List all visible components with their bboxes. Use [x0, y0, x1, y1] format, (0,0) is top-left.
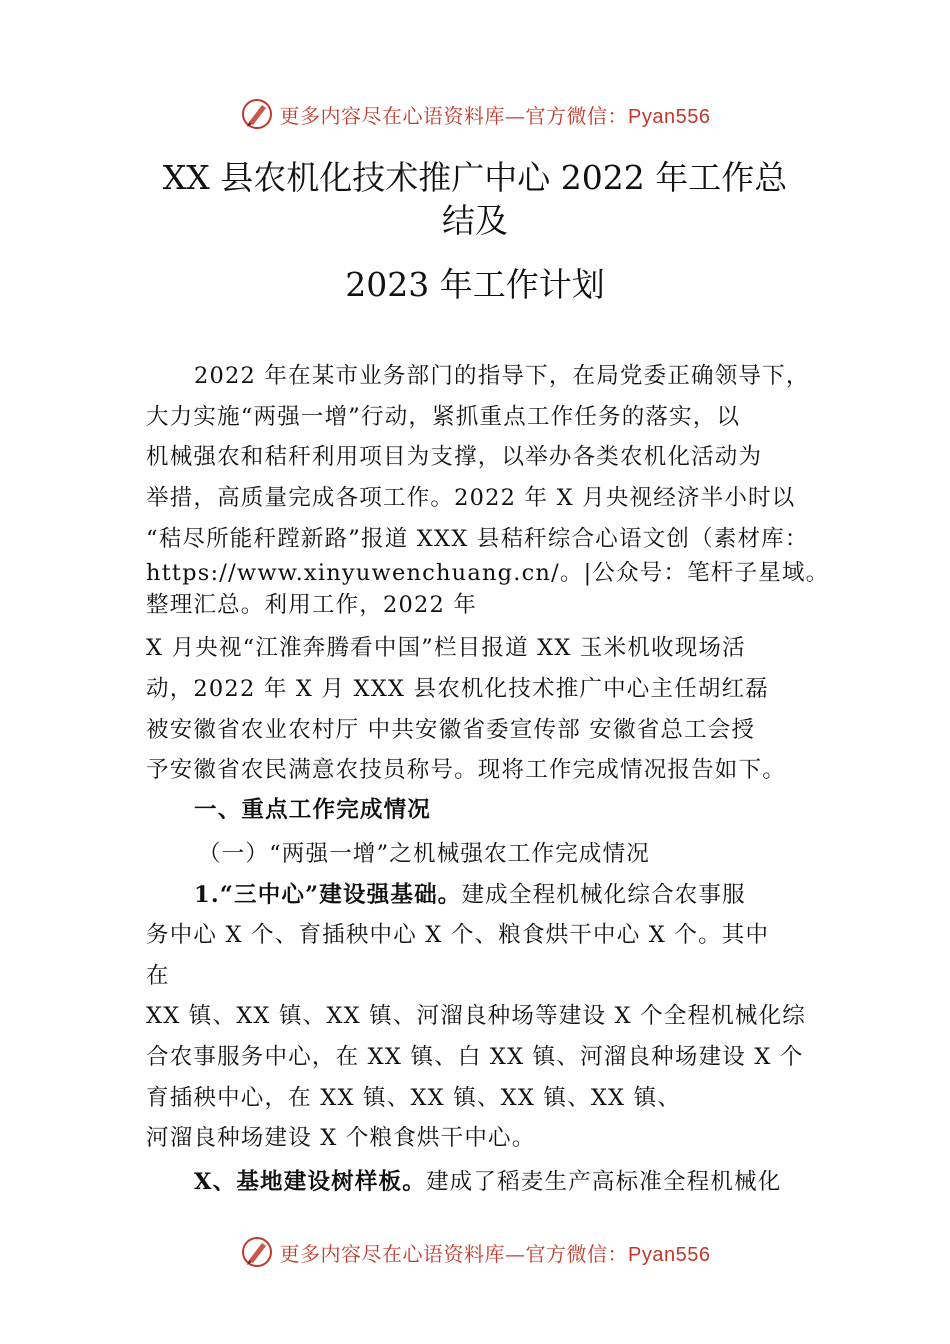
paragraph-line: 2022 年在某市业务部门的指导下，在局党委正确领导下，: [194, 363, 810, 389]
paragraph-line: 大力实施“两强一增”行动，紧抓重点工作任务的落实，以: [146, 404, 741, 430]
item-1-line: 在: [146, 963, 170, 989]
watermark-banner-top: [0, 94, 950, 134]
item-1-line: 务中心 X 个、育插秧中心 X 个、粮食烘干中心 X 个。其中: [146, 922, 770, 948]
paragraph-line: 整理汇总。利用工作，2022 年: [146, 592, 478, 618]
item-1-line: 1.“三中心”建设强基础。建成全程机械化综合农事服: [194, 882, 746, 908]
paragraph-line: 机械强农和秸秆利用项目为支撑，以举办各类农机化活动为: [146, 444, 763, 470]
paragraph-line: 被安徽省农业农村厅 中共安徽省委宣传部 安徽省总工会授: [146, 717, 756, 743]
pen-logo-icon: [240, 97, 274, 131]
document-title-line-1: XX 县农机化技术推广中心 2022 年工作总: [162, 158, 788, 197]
paragraph-line: 予安徽省农民满意农技员称号。现将工作完成情况报告如下。: [146, 757, 786, 783]
item-1-line: 河溜良种场建设 X 个粮食烘干中心。: [146, 1125, 536, 1151]
item-1-line: XX 镇、XX 镇、XX 镇、河溜良种场等建设 X 个全程机械化综: [146, 1003, 806, 1029]
pen-logo-icon: [240, 1235, 274, 1269]
document-title-line-2: 结及: [442, 201, 508, 240]
watermark-text: 更多内容尽在心语资料库—官方微信：Pyan556: [279, 103, 711, 128]
item-1-line: 育插秧中心，在 XX 镇、XX 镇、XX 镇、XX 镇、: [146, 1085, 682, 1111]
item-1-lead: 1.“三中心”建设强基础。: [194, 882, 462, 908]
item-1-line: 合农事服务中心，在 XX 镇、白 XX 镇、河溜良种场建设 X 个: [146, 1044, 804, 1070]
paragraph-line: “秸尽所能秆蹚新路”报道 XXX 县秸秆综合心语文创（素材库：: [146, 526, 809, 552]
section-heading: 一、重点工作完成情况: [194, 797, 432, 823]
watermark-text: 更多内容尽在心语资料库—官方微信：Pyan556: [279, 1241, 711, 1266]
paragraph-line: https://www.xinyuwenchuang.cn/。|公众号：笔杆子星域。: [146, 560, 830, 586]
paragraph-line: 动，2022 年 X 月 XXX 县农机化技术推广中心主任胡红磊: [146, 676, 769, 702]
paragraph-line: 举措，高质量完成各项工作。2022 年 X 月央视经济半小时以: [146, 485, 796, 511]
document-title-line-3: 2023 年工作计划: [345, 265, 605, 304]
paragraph-line: X 月央视“江淮奔腾看中国”栏目报道 XX 玉米机收现场活: [146, 635, 746, 661]
item-2-line: X、基地建设树样板。建成了稻麦生产高标准全程机械化: [194, 1169, 782, 1195]
watermark-banner-bottom: [0, 1232, 950, 1272]
subsection-heading: （一）“两强一增”之机械强农工作完成情况: [198, 841, 651, 867]
item-2-lead: X、基地建设树样板。: [194, 1169, 426, 1195]
